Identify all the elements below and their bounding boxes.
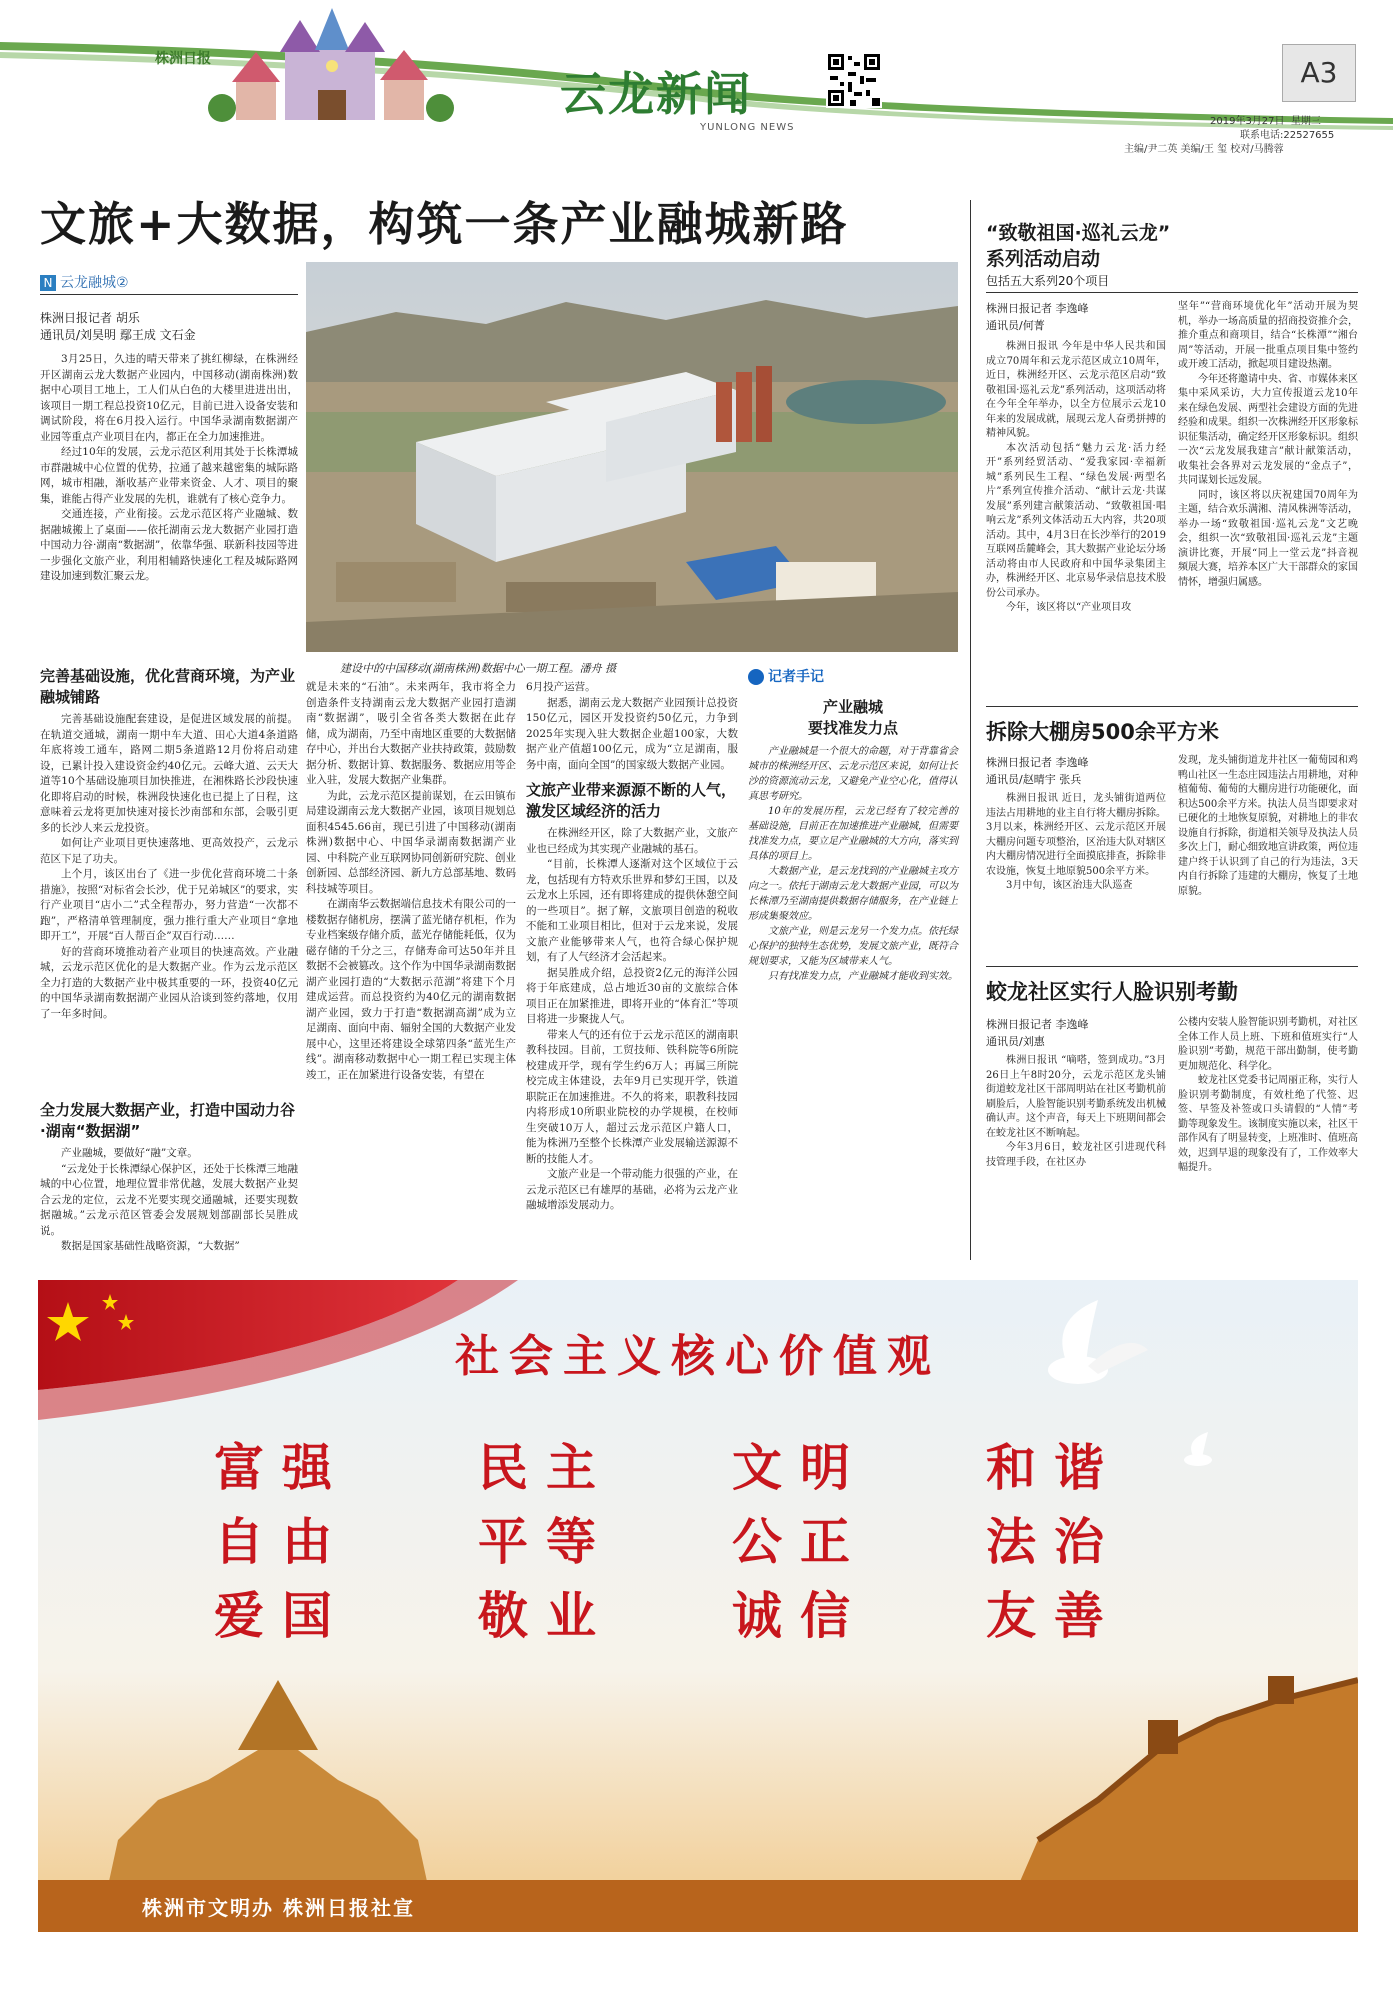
col1-paragraph: 完善基础设施配套建设，是促进区域发展的前提。在轨道交通城，湖南一期中车大道、田心大道4条道路年底将竣工通车，路网二期5条道路12月份将启动建设，已累计投入建设资金约40亿元。云峰大道、云天大道等10个基础设施项目加快推进，在湘株路长沙段快速化即将启动的时候，株洲段快速化也已提上了日程，这意味着云龙将更加快速对接长沙南部和东部，会吸引更多的长沙人来云龙投资。 (40, 713, 298, 834)
story1-paragraph: 本次活动包括“魅力云龙·活力经开”系列经贸活动、“爱我家园·幸福新城”系列民生工程、“绿色发展·两型名片”系列宣传推介活动、“献计云龙·共谋发展”系列建言献策活动、“致敬祖国·唱响云龙”系列文体活动五大内容，共20项活动。其中，4月3日在长沙举行的2019互联网岳麓峰会，其大数据产业论坛分场活动将由市人民政府和中国华录集团主办，株洲经开区、北京易华录信息技术股份公司承办。 (986, 442, 1166, 599)
story3-byline (986, 1016, 1089, 1050)
col3-paragraph: 带来人气的还有位于云龙示范区的湖南职教科技园。目前，工贸技师、铁科院等6所院校建成开学，现有学生约6万人；再属三所院校完成主体建设，去年9月已实现开学，铁道职院正在加速推进。不久的将来，职教科技园内将形成10所职业院校的办学规模，在校师生突破10万人，超过云龙示范区户籍人口，能为株洲乃至整个长株潭产业发展输送源源不断的技能人才。 (526, 1028, 738, 1165)
note-paragraph: 产业融城是一个很大的命题，对于背靠省会城市的株洲经开区、云龙示范区来说，如何让长沙的资源流动云龙，又避免产业空心化，值得认真思考研究。 (748, 746, 958, 802)
story1-paragraph: 株洲日报讯 今年是中华人民共和国成立70周年和云龙示范区成立10周年，近日，株洲经开区、云龙示范区启动“致敬祖国·巡礼云龙”系列活动，这项活动将在今年全年举办，以全方位展示云龙10年来的发展成就，展现云龙人奋勇拼搏的精神风貌。 (986, 341, 1166, 439)
byline-contributors: 通讯员/刘昊明 鄢王成 文石金 (40, 328, 196, 342)
value-democracy: 民主 (478, 1439, 614, 1497)
note-paragraph: 只有找准发力点，产业融城才能收到实效。 (768, 971, 958, 982)
story3-col-a (986, 1054, 1166, 1170)
col1-paragraph: 好的营商环境推动着产业项目的快速高效。产业融城，云龙示范区优化的是大数据产业。作为云龙示范区全力打造的大数据产业中极其重要的一环，投资40亿元的中国华录湖南数据湖产业园从洽谈到签约落地，仅用了一年多时间。 (40, 945, 298, 1020)
issue-date-line (1210, 112, 1321, 127)
main-byline (40, 310, 298, 344)
story-divider (986, 966, 1358, 967)
article-col3b (526, 826, 738, 1214)
value-freedom: 自由 (214, 1513, 350, 1571)
story2-col-a (986, 792, 1166, 894)
photo-caption: 建设中的中国移动(湖南株洲)数据中心一期工程。潘舟 摄 (340, 662, 617, 675)
col1-paragraph: 经过10年的发展，云龙示范区利用其处于长株潭城市群融城中心位置的优势，拉通了越来越密集的城际路网，城市相融，渐收基产业带来资金、人才、项目的聚集，谁能占得产业发展的先机，谁就有了核心竞争力。 (40, 446, 298, 505)
story1-title-1: “致敬祖国·巡礼云龙” (986, 222, 1171, 244)
story2-col-b (1178, 754, 1358, 899)
page-number: A3 (1282, 44, 1356, 102)
story1-col-b (1178, 300, 1358, 590)
col3-paragraph: 6月投产运营。 (526, 681, 596, 693)
series-tag-icon: N (40, 275, 56, 291)
editor-credits: 主编/尹二英 美编/王 玺 校对/马腾蓉 (1124, 144, 1284, 155)
story2-paragraph: 发现，龙头铺街道龙井社区一葡萄园和鸡鸭山社区一生态庄园违法占用耕地，对种植葡萄、葡萄的大棚房进行功能硬化，面积达500余平方米。执法人员当即要求对已硬化的土地恢复原貌，对耕地上的非农设施自行拆除，街道相关领导及执法人员多次上门，耐心细致地宣讲政策，两位违建户终于认识到了自己的行为违法，3天内自行拆除了违建的大棚房，恢复了土地原貌。 (1178, 755, 1358, 897)
story3-paragraph: 公楼内安装人脸智能识别考勤机，对社区全体工作人员上班、下班和值班实行“人脸识别”考勤，规范干部出勤制，使考勤更加规范化、科学化。 (1178, 1017, 1358, 1072)
poster-footer-credit: 株洲市文明办 株洲日报社宣 (142, 1896, 415, 1920)
story1-subtitle: 包括五大系列20个项目 (986, 274, 1110, 288)
article-col2 (306, 680, 516, 1083)
main-headline: 文旅+大数据，构筑一条产业融城新路 (40, 197, 849, 251)
subhead-2: 全力发展大数据产业，打造中国动力谷·湖南“数据湖” (40, 1101, 296, 1140)
story2-contributor: 通讯员/赵晴宇 张兵 (986, 773, 1082, 786)
story3-paragraph: 蛟龙社区党委书记周丽正称，实行人脸识别考勤制度，有效杜绝了代签、迟签、早签及补签或口头请假的“人情”考勤等现象发生。该制度实施以来，社区干部作风有了明显转变，上班准时、值班高效，迟到早退的现象没有了，工作效率大幅提升。 (1178, 1075, 1358, 1173)
note-paragraph: 10年的发展历程，云龙已经有了较完善的基础设施，目前正在加速推进产业融城，但需要找准发力点，要立足产业融城的大方向，落实到具体的项目上。 (748, 806, 958, 862)
col2-paragraph: 在湖南华云数据端信息技术有限公司的一楼数据存储机房，摆满了蓝光储存机柜，作为专业档案级存储介质，蓝光存储能耗低，仅为磁存储的千分之三，存储寿命可达50年并且数据不会被篡改。这个作为中国华录湖南数据湖产业园打造的“大数据示范湖”将建下个月建成运营。而总投资约为40亿元的湖南数据湖产业园，致力于打造“数据湖高湖”成为立足湖南、面向中南、辐射全国的大数据产业发展中心，这里还将建设全球第四条“蓝光生产线”。湖南移动数据中心一期工程已实现主体竣工，正在加紧进行设备安装，有望在 (306, 898, 516, 1081)
article-col1 (40, 352, 298, 585)
story1-byline (986, 300, 1089, 334)
publication-name: 株洲日报 (155, 51, 211, 67)
issue-date: 2019年3月27日 (1210, 116, 1285, 127)
value-rule-of-law: 法治 (986, 1513, 1122, 1571)
value-integrity: 诚信 (732, 1587, 868, 1645)
reporter-note (748, 666, 958, 1246)
story2-reporter: 株洲日报记者 李逸峰 (986, 756, 1089, 769)
qr-code-icon (826, 52, 882, 108)
story2-byline (986, 754, 1089, 788)
story3-title: 蛟龙社区实行人脸识别考勤 (986, 980, 1238, 1004)
poster-title: 社会主义核心价值观 (455, 1331, 941, 1382)
note-paragraph: 文旅产业，则是云龙另一个发力点。依托绿心保护的独特生态优势，发展文旅产业，既符合规划要求，又能为区域带来人气。 (748, 926, 958, 967)
story1-paragraph: 今年还将邀请中央、省、市媒体来区集中采风采访，大力宣传报道云龙10年来在绿色发展、两型社会建设方面的先进经验和成果。组织一次株洲经开区形象标识征集活动，确定经开区形象标识。组织一次“云龙发展我建言”献计献策活动，收集社会各界对云龙发展的“金点子”，共同谋划长远发展。 (1178, 373, 1358, 486)
tag-rule (40, 294, 298, 295)
story3-paragraph: 今年3月6日，蛟龙社区引进现代科技管理手段，在社区办 (986, 1142, 1166, 1168)
series-tag (40, 272, 129, 292)
article-col1b (40, 712, 298, 1022)
value-equality: 平等 (478, 1513, 614, 1571)
value-civility: 文明 (732, 1439, 868, 1497)
col1-paragraph: “云龙处于长株潭绿心保护区，还处于长株潭三地融城的中心位置，地理位置非常优越，发展大数据产业契合云龙的定位，云龙不光要实现交通融城，还要实现数据融城。”云龙示范区管委会发展规划部副部长吴胜成说。 (40, 1162, 298, 1237)
col3-paragraph: 据吴胜成介绍，总投资2亿元的海洋公园将于年底建成，总占地近30亩的文旅综合体项目正在加紧推进，即将开业的“体育汇”等项目将进一步聚拢人气。 (526, 966, 738, 1025)
story3-col-b (1178, 1016, 1358, 1176)
col1-paragraph: 如何让产业项目更快速落地、更高效投产，云龙示范区下足了功夫。 (40, 837, 298, 865)
story1-title-2: 系列活动启动 (986, 248, 1101, 270)
col3-paragraph: 据悉，湖南云龙大数据产业园预计总投资150亿元，园区开发投资约50亿元，力争到2025年实现入驻大数据企业超100家，大数据产业产值超100亿元，成为“立足湖南，服务中南，面向全国”的国家级大数据产业园。 (526, 696, 738, 771)
col1-paragraph: 产业融城，要做好“融”文章。 (61, 1147, 198, 1159)
story2-title: 拆除大棚房500余平方米 (986, 720, 1219, 744)
subhead-3: 文旅产业带来源源不断的人气，激发区域经济的活力 (526, 781, 737, 820)
subhead-1: 完善基础设施，优化营商环境，为产业融城铺路 (40, 667, 296, 706)
story3-contributor: 通讯员/刘惠 (986, 1035, 1045, 1048)
story3-paragraph: 株洲日报讯 “嘀嗒，签到成功。”3月26日上午8时20分，云龙示范区龙头铺街道蛟龙社区干部周明站在社区考勤机前刷脸后，人脸智能识别考勤系统发出机械确认声。这个声音，每天上下班期间都会在蛟龙社区不断响起。 (986, 1055, 1166, 1139)
story1-paragraph: 今年，该区将以“产业项目攻 (1006, 602, 1132, 613)
col3-paragraph: 在株洲经开区，除了大数据产业，文旅产业也已经成为其实现产业融城的基石。 (526, 827, 738, 855)
article-col3 (526, 680, 738, 773)
section-title-en: YUNLONG NEWS (700, 122, 795, 133)
story2-paragraph: 3月中旬，该区治违大队巡查 (1006, 880, 1133, 891)
col1-paragraph: 3月25日，久违的晴天带来了挑红柳绿，在株洲经开区湖南云龙大数据产业园内，中国移动(湖南株洲)数据中心项目工地上，工人们从白色的大楼里进进出出，该项目一期工程总投资10亿元，目前已进入设备安装和调试阶段，将在6月投入运行。中国华录湖南数据湖产业园等重点产业项目在内，都正在全力加速推进。 (40, 353, 298, 443)
story1-paragraph: 坚年”“营商环境优化年”活动开展为契机，举办一场高质量的招商投资推介会，推介重点和商项目，结合“长株潭”“湘台周”等活动，开展一批重点项目集中签约或开竣工活动，掀起项目建设热潮。 (1178, 301, 1358, 370)
story1-reporter: 株洲日报记者 李逸峰 (986, 302, 1089, 315)
story1-rule (986, 292, 1358, 293)
value-friendship: 友善 (986, 1587, 1122, 1645)
issue-weekday: 星期三 (1290, 116, 1321, 127)
story1-contributor: 通讯员/何菁 (986, 319, 1045, 332)
value-dedication: 敬业 (478, 1587, 614, 1645)
col1-paragraph: 上个月，该区出台了《进一步优化营商环境二十条措施》，按照“对标省会长沙，优于兄弟城区”的要求，实行产业项目“店小二”式全程帮办，努力营造“一次都不跑”，严格清单管理制度，强力推行重大产业项目“拿地即开工”，开展“百人帮百企”双百行动…… (40, 868, 298, 942)
reporter-note-title-2: 要找准发力点 (807, 719, 898, 737)
col1-paragraph: 数据是国家基础性战略资源，“大数据” (61, 1240, 240, 1252)
story3-reporter: 株洲日报记者 李逸峰 (986, 1018, 1089, 1031)
story1-paragraph: 同时，该区将以庆祝建国70周年为主题，结合欢乐满湘、清风株洲等活动，举办一场“致敬祖国·巡礼云龙”文艺晚会，组织一次“致敬祖国·巡礼云龙”主题演讲比赛，开展“同上一堂云龙”抖音视频展大赛，培养本区广大干部群众的家国情怀，增强归属感。 (1178, 489, 1358, 588)
col3-paragraph: “目前，长株潭人逐渐对这个区域位于云龙，包括现有方特欢乐世界和梦幻王国，以及云龙水上乐园，还有即将建成的提供休憩空间的一些项目”。据了解，文旅项目创造的税收不能和工业项目相比，但对于云龙来说，发展文旅产业能够带来人气，也符合绿心保护规划，有了人气经济才会活起来。 (526, 858, 738, 963)
reporter-note-label-row (748, 666, 958, 686)
value-justice: 公正 (732, 1513, 868, 1571)
article-col1c (40, 1146, 298, 1255)
col2-paragraph: 为此，云龙示范区提前谋划，在云田镇布局建设湖南云龙大数据产业园，该项目规划总面积4545.66亩，现已引进了中国移动(湖南株洲)数据中心、中国华录湖南数据湖产业园、中科院产业互联网协同创新研究院、创业创新园、总部经济园、新九方总部基地、数码科技城等项目。 (306, 789, 516, 895)
section-title: 云龙新闻 (560, 67, 752, 121)
col2-paragraph: 就是未来的“石油”。未来两年，我市将全力创造条件支持湖南云龙大数据产业园打造湖南“数据湖”，吸引全省各类大数据在此存储，成为湖南，乃至中南地区重要的大数据储存中心，并出台大数据产业扶持政策，鼓励数据分析、数据计算、数据服务、数据应用等企业入驻，发展大数据产业集群。 (306, 681, 516, 786)
note-icon (748, 669, 764, 685)
reporter-note-body (748, 744, 958, 984)
byline-reporter: 株洲日报记者 胡乐 (40, 311, 140, 325)
reporter-note-title-1: 产业融城 (822, 698, 883, 716)
column-divider (970, 200, 971, 1260)
value-patriotism: 爱国 (214, 1587, 350, 1645)
note-paragraph: 大数据产业，是云龙找到的产业融城主攻方向之一。依托于湖南云龙大数据产业园，可以为长株潭乃至湖南提供数据存储服务，在产业链上形成集聚效应。 (748, 866, 958, 922)
contact-phone: 联系电话:22527655 (1240, 130, 1335, 141)
core-values-poster (38, 1280, 1358, 1932)
reporter-note-label: 记者手记 (768, 669, 824, 685)
value-prosperity: 富强 (214, 1439, 350, 1497)
col3-paragraph: 文旅产业是一个带动能力很强的产业，在云龙示范区已有雄厚的基础，必将为云龙产业融城增添发展动力。 (526, 1168, 738, 1211)
main-photo (306, 262, 958, 652)
story1-col-a (986, 340, 1166, 616)
story-divider (986, 706, 1358, 707)
story2-paragraph: 株洲日报讯 近日，龙头铺街道两位违法占用耕地的业主自行将大棚房拆除。3月以来，株洲经开区、云龙示范区开展大棚房问题专项整治，区治违大队对辖区内大棚房情况进行全面摸底排查，拆除非农设施，恢复土地原貌500余平方米。 (986, 793, 1166, 877)
value-harmony: 和谐 (986, 1439, 1122, 1497)
series-tag-label: 云龙融城② (60, 275, 129, 291)
col1-paragraph: 交通连接，产业衔接。云龙示范区将产业融城、数据融城搬上了桌面——依托湖南云龙大数据产业园打造中国动力谷·湖南“数据湖”，依靠华强、联新科技园等进一步强化文旅产业，利用相辅路快速化工程及城际路网建设加速到数汇聚云龙。 (40, 508, 298, 582)
